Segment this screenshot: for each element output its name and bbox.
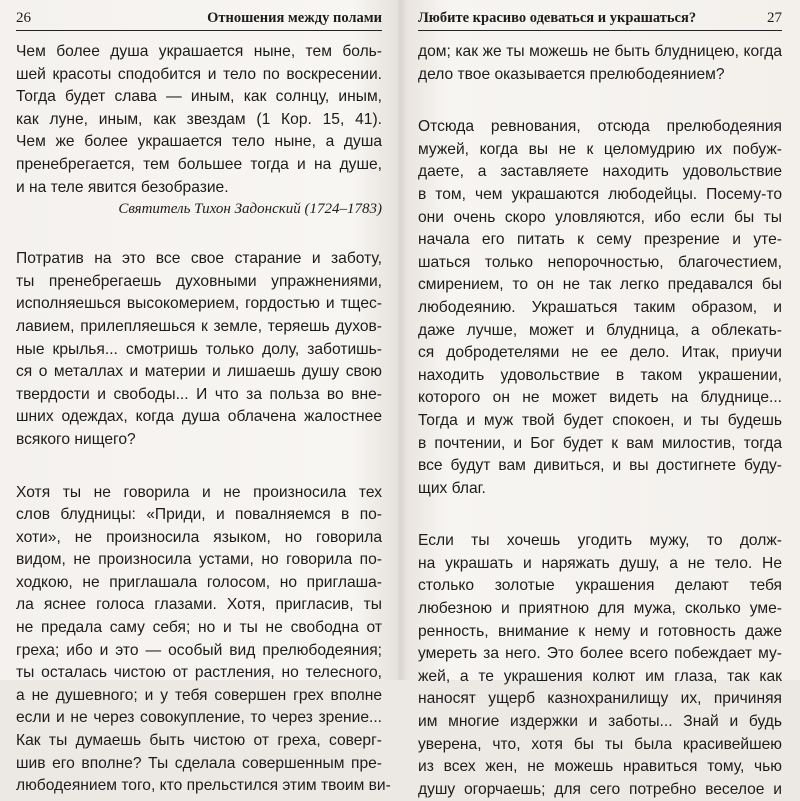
left-quote-paragraph [16,41,382,199]
right-page-number: 27 [767,10,782,26]
text-line: ты пренебрегаешь духовными упражнениями, [16,272,382,290]
text-line: дом; как же ты можешь не быть блудницею, когда [418,43,782,60]
text-line: Чем более душа украшается ныне, тем боль- [16,43,382,60]
left-paragraph-2 [16,248,382,451]
text-line: исполняешься высокомерием, гордостью и тщес- [16,295,382,313]
right-page [404,0,800,798]
right-paragraph-1 [418,41,782,86]
text-line: ходкою, не приглашала голосом, но приглаша- [16,573,382,591]
left-running-title: Отношения между полами [207,10,382,26]
text-line: и на теле явится безобразие. [16,178,229,196]
text-line: любезною и приятною для мужа, сколько уме- [418,600,782,618]
text-line: Чем же более украшается тело ныне, а душа [16,133,382,151]
text-line: шаться только непорочностью, благочестием, [418,253,782,271]
text-line: пренебрегается, тем большее тогда и на душе, [16,155,382,173]
text-line: а не душевного; и у тебя совершен грех вполне [16,686,382,704]
text-line: уверена, что, хотя бы ты была красивейшею [418,735,782,753]
text-line: жей, а те украшения колют им глаза, так как [418,667,782,685]
left-running-head [16,10,382,31]
text-line: умереть за него. Это более всего побеждает му- [418,645,782,663]
text-line: начала его питать к сему презрение и уте- [418,231,782,249]
text-line: ся добродетелями не ее дело. Итак, приучи [418,344,782,362]
text-line: даете, а заставляете находить удовольствие [418,163,782,181]
text-line: Тогда и муж твой будет спокоен, и ты будешь [418,411,782,429]
text-line: находить удовольствие в таком украшении, [418,366,782,384]
left-page [0,0,400,795]
text-line: Как ты думаешь быть чистою от греха, соверг- [16,732,382,750]
text-line: им многие издержки и заботы... Знай и будь [418,713,782,731]
text-line: видом, не произносила устами, но говорила по- [16,551,382,569]
text-line: не предала саму себя; но и ты не свободна от [16,619,382,637]
text-line: все будут вам дивиться, и вы достигнете буду- [418,457,782,475]
text-line: всякого нищего? [16,430,136,448]
text-line: шних одеждах, когда душа облачена жалостнее [16,408,382,426]
text-line: щих благ. [418,479,486,497]
text-line: в почтении, и Бог будет к вам милостив, тогда [418,434,782,452]
text-line: ся о металлах и материи и лишаешь душу свою [16,363,382,381]
text-line: мужей, когда вы не к целомудрию их побуж- [418,140,782,158]
left-paragraph-3 [16,482,391,798]
text-line: Хотя ты не говорила и не произносила тех [16,483,382,501]
left-page-number: 26 [16,10,31,26]
text-line: даже лучше, может и блудница, а облекать- [418,321,782,339]
text-line: на украшать и наряжать душу, а не тело. Не [418,554,782,572]
text-line: Отсюда ревнования, отсюда прелюбодеяния [418,118,782,136]
text-line: Потратив на это все свое старание и заботу, [16,250,382,268]
text-line: Тогда будет слава — иным, как солнцу, иным, [16,88,382,106]
text-line: лавием, прилепляешься к земле, теряешь духов- [16,317,382,335]
text-line: шив его вполне? Ты сделала совершенным пре- [16,754,382,772]
text-line: смирением, то он не так легко предавался бы [418,276,782,294]
right-running-title: Любите красиво одеваться и украшаться? [418,10,697,26]
text-line: как луне, иным, как звездам (1 Кор. 15, 41). [16,110,382,128]
text-line: наносят ущерб казнохранилищу их, причиняя [418,690,782,708]
text-line: ные крылья... смотришь только долу, заботишь- [16,340,382,358]
right-paragraph-2 [418,116,782,500]
text-line: любодеянию. Украшаться таким образом, и [418,298,782,316]
text-line: из всех жен, не можешь нравиться тому, чью [418,758,782,776]
right-paragraph-3 [418,530,782,801]
text-line: Если ты хочешь угодить мужу, то долж- [418,532,782,550]
text-line: душу огорчаешь; для сего потребно веселое и [418,780,782,798]
text-line: любодеянием того, кто прельстился этим твоим ви- [16,777,391,795]
text-line: твердости и свободы... И что за польза во вне- [16,385,382,403]
text-line: которого он не может видеть на блуднице... [418,389,782,407]
text-line: дело твое оказывается прелюбодеянием? [418,65,725,83]
text-line: они очень скоро уловляются, ибо если бы ты [418,208,782,226]
right-running-head [418,10,782,31]
text-line: если и не через совокупление, то через зрение... [16,709,382,727]
quote-attribution: Святитель Тихон Задонский (1724–1783) [118,201,382,218]
text-line: шей красоты сподобится и тело по воскресении. [16,65,382,83]
text-line: хоти», не произносила языком, но говорила [16,528,382,546]
text-line: слов блудницы: «Приди, и повалняемся в по- [16,506,382,524]
text-line: ла яснее голоса глазами. Хотя, пригласив, ты [16,596,382,614]
text-line: столько золотые украшения делают тебя [418,577,782,595]
text-line: в том, чем украшаются любодейцы. Посему-то [418,185,782,203]
text-line: греха; ибо и это — особый вид прелюбодеяния; [16,641,382,659]
text-line: ты осталась чистою от растления, но телесного, [16,664,382,682]
text-line: ренность, внимание к нему и готовность даже [418,622,782,640]
